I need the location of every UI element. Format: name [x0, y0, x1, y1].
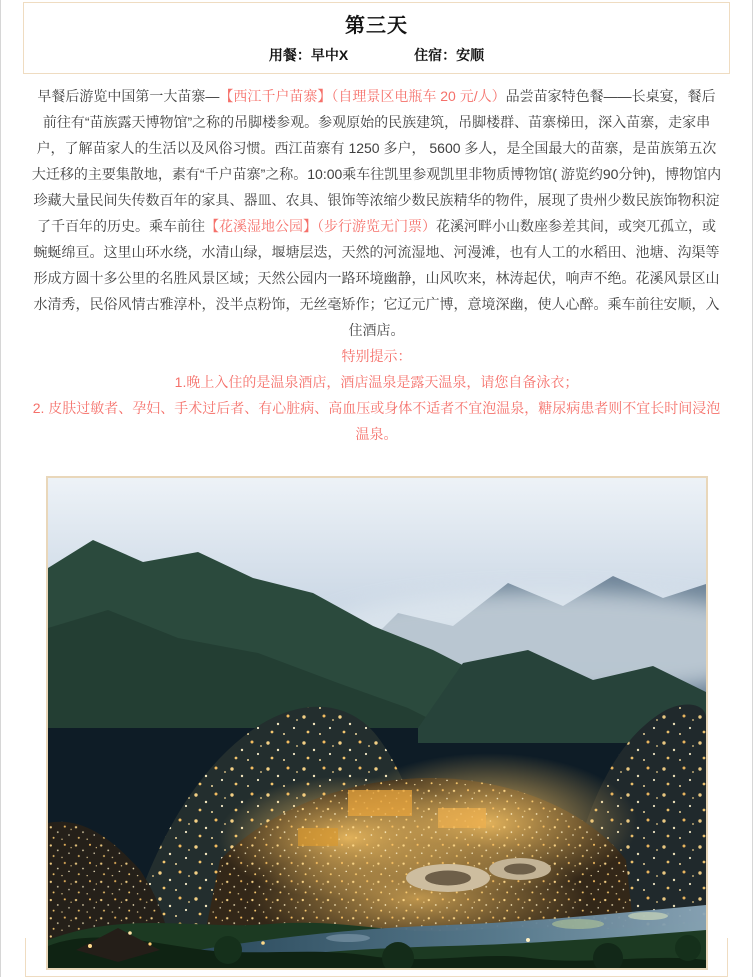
day-meta-row [24, 45, 729, 65]
highlight-segment-xijiang: 【西江千户苗寨】（自理景区电瓶车 20 元/人） [219, 88, 506, 104]
meals-info: 用餐：早中X [268, 47, 349, 63]
day-title: 第三天 [345, 15, 408, 37]
highlight-segment-huaxi: 【花溪湿地公园】（步行游览无门票） [205, 218, 436, 234]
paragraph-segment: 花溪河畔小山数座参差其间，或突兀孤立，或蜿蜒绵亘。这里山环水绕，水清山绿，堰塘层迭，天然的河流湿地、河漫滩，也有人工的水稻田、池塘、沟渠等形成方圆十多公里的名胜风景区域；天然公园内一路环境幽静，山风吹来，林涛起伏，响声不绝。花溪风景区山水清秀，民俗风情古雅淳朴，没半点粉饰，无丝毫矫作；它辽元广博，意境深幽，使人心醉。乘车前往安顺，入住酒店。 [33, 218, 720, 338]
special-note-line: 1.晚上入住的是温泉酒店，酒店温泉是露天温泉，请您自备泳衣； [174, 374, 579, 390]
village-photo-illustration [48, 478, 706, 968]
paragraph-segment: 早餐后游览中国第一大苗寨— [37, 88, 220, 104]
special-notes [31, 343, 722, 447]
special-notes-title: 特别提示： [341, 348, 412, 364]
day-section [25, 2, 728, 977]
day-header-box [23, 2, 730, 74]
miao-village-night-photo [46, 476, 708, 970]
stay-info: 住宿：安顺 [414, 47, 485, 63]
paragraph-segment: 品尝苗家特色餐——长桌宴，餐后前往有“苗族露天博物馆”之称的吊脚楼参观。参观原始的民族建筑，吊脚楼群、苗寨梯田，深入苗寨，走家串户，了解苗家人的生活以及风俗习惯。西江苗寨有 1250 多户， 5600 多人，是全国最大的苗寨，是苗族第五次大迁移的主要集散地，素有“千户苗寨”之称。10:00乘车往凯里参观凯里非物质博物馆( 游览约90分钟)，博物馆内珍藏大量民间失传数百年的家具、器皿、农具、银饰等浓缩少数民族精华的物件，展现了贵州少数民族饰物积淀了千百年的历史。乘车前往 [31, 88, 722, 234]
special-note-line: 2. 皮肤过敏者、孕妇、手术过后者、有心脏病、高血压或身体不适者不宜泡温泉，糖尿病患者则不宜长时间浸泡温泉。 [32, 400, 721, 442]
itinerary-paragraph [31, 83, 722, 343]
